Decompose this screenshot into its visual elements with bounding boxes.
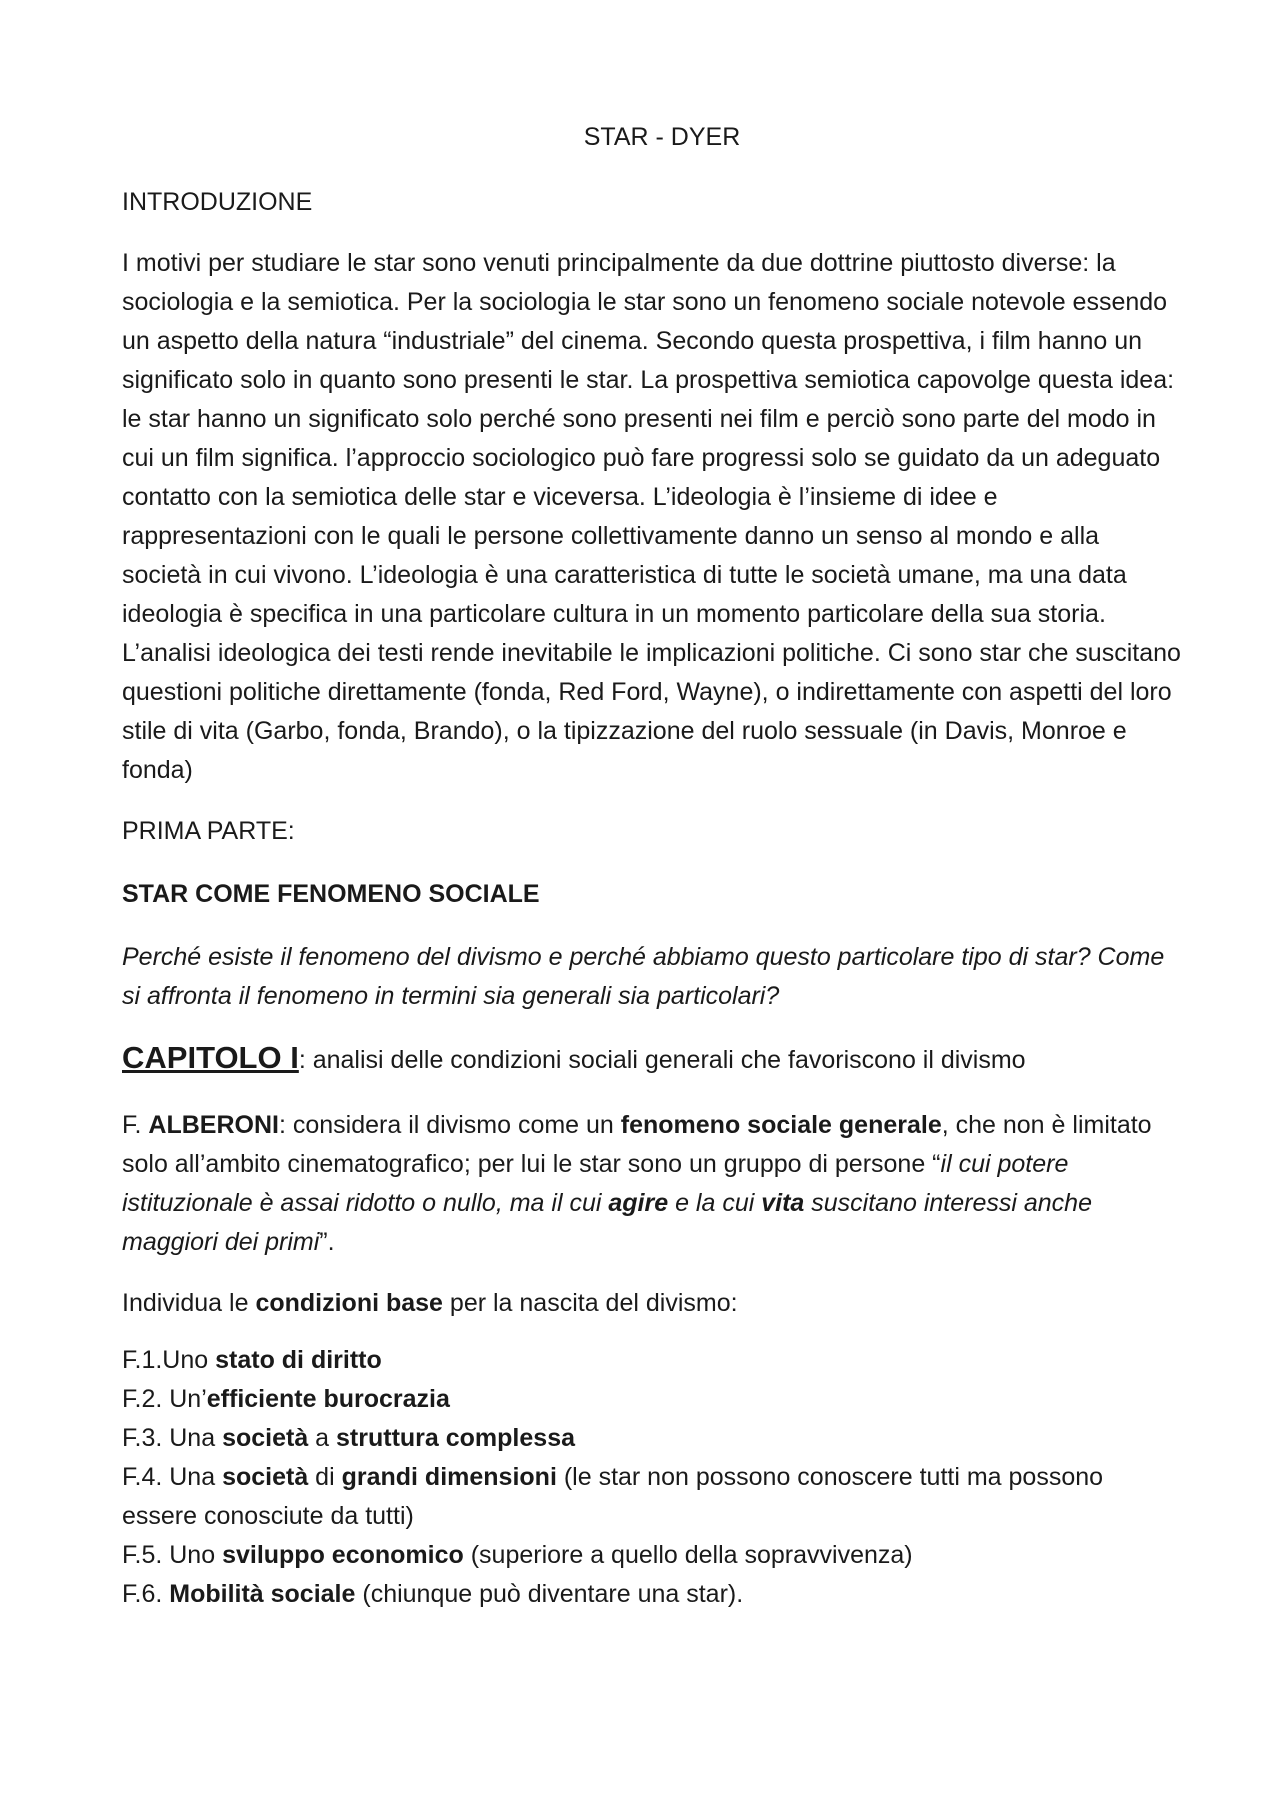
conditions-intro-bold: condizioni base xyxy=(255,1289,443,1317)
condition-suffix: (le star non possono conoscere tutti ma possono essere conosciute da tutti) xyxy=(122,1463,1104,1530)
alberoni-quote-bold-1: agire xyxy=(608,1189,669,1217)
condition-bold-2: grandi dimensioni xyxy=(341,1463,557,1491)
condition-bold: sviluppo economico xyxy=(222,1541,464,1569)
chapter-heading xyxy=(122,1038,1182,1080)
alberoni-quote-1: il cui potere istituzionale è assai ridotto o nullo, ma il cui xyxy=(122,1150,1069,1217)
conditions-intro-text-1: Individua le xyxy=(122,1289,256,1317)
condition-mid: a xyxy=(308,1424,337,1452)
alberoni-quote-bold-2: vita xyxy=(761,1189,805,1217)
condition-prefix: F.1.Uno xyxy=(122,1346,216,1374)
part-heading: PRIMA PARTE: xyxy=(122,817,295,845)
alberoni-text-1: : considera il divismo come un xyxy=(278,1111,621,1139)
list-item xyxy=(122,1380,1182,1419)
list-item xyxy=(122,1536,1182,1575)
list-item xyxy=(122,1458,1182,1536)
chapter-description: : analisi delle condizioni sociali generali che favoriscono il divismo xyxy=(298,1046,1026,1074)
section-heading: STAR COME FENOMENO SOCIALE xyxy=(122,880,540,908)
condition-bold-2: struttura complessa xyxy=(336,1424,575,1452)
condition-prefix: F.5. Uno xyxy=(122,1541,223,1569)
alberoni-quote-2: e la cui xyxy=(668,1189,762,1217)
alberoni-paragraph xyxy=(122,1106,1182,1262)
alberoni-prefix: F. xyxy=(122,1111,149,1139)
conditions-intro xyxy=(122,1284,1182,1323)
condition-prefix: F.2. Un’ xyxy=(122,1385,207,1413)
research-question: Perché esiste il fenomeno del divismo e perché abbiamo questo particolare tipo di star? Come si affronta il fenomeno in termini sia generali sia particolari? xyxy=(122,943,1165,1010)
condition-suffix: (superiore a quello della sopravvivenza) xyxy=(463,1541,913,1569)
list-item xyxy=(122,1341,1182,1380)
condition-prefix: F.6. xyxy=(122,1580,170,1608)
alberoni-text-3: ”. xyxy=(319,1228,335,1256)
alberoni-quote-3: suscitano interessi anche maggiori dei primi xyxy=(122,1189,1092,1256)
document-title: STAR - DYER xyxy=(583,123,741,151)
intro-paragraph: I motivi per studiare le star sono venuti principalmente da due dottrine piuttosto diverse: la sociologia e la semiotica. Per la sociologia le star sono un fenomeno sociale notevole essendo un aspetto della natura “industriale” del cinema. Secondo questa prospettiva, i film hanno un significato solo in quanto sono presenti le star. La prospettiva semiotica capovolge questa idea: le star hanno un significato solo perché sono presenti nei film e perciò sono parte del modo in cui un film significa. l’approccio sociologico può fare progressi solo se guidato da un adeguato contatto con la semiotica delle star e viceversa. L’ideologia è l’insieme di idee e rappresentazioni con le quali le persone collettivamente danno un senso al mondo e alla società in cui vivono. L’ideologia è una caratteristica di tutte le società umane, ma una data ideologia è specifica in una particolare cultura in un momento particolare della sua storia. L’analisi ideologica dei testi rende inevitabile le implicazioni politiche. Ci sono star che suscitano questioni politiche direttamente (fonda, Red Ford, Wayne), o indirettamente con aspetti del loro stile di vita (Garbo, fonda, Brando), o la tipizzazione del ruolo sessuale (in Davis, Monroe e fonda) xyxy=(122,249,1181,784)
condition-mid: di xyxy=(308,1463,342,1491)
conditions-list xyxy=(122,1341,1182,1614)
list-item xyxy=(122,1575,1182,1614)
condition-bold: efficiente burocrazia xyxy=(206,1385,450,1413)
conditions-intro-text-2: per la nascita del divismo: xyxy=(442,1289,738,1317)
condition-prefix: F.3. Una xyxy=(122,1424,223,1452)
condition-bold: stato di diritto xyxy=(215,1346,382,1374)
intro-heading: INTRODUZIONE xyxy=(122,188,313,216)
chapter-label: CAPITOLO I xyxy=(122,1040,299,1075)
condition-bold: società xyxy=(222,1463,309,1491)
alberoni-bold-1: fenomeno sociale generale xyxy=(620,1111,942,1139)
condition-bold: società xyxy=(222,1424,309,1452)
condition-suffix: (chiunque può diventare una star). xyxy=(355,1580,744,1608)
condition-prefix: F.4. Una xyxy=(122,1463,223,1491)
list-item xyxy=(122,1419,1182,1458)
condition-bold: Mobilità sociale xyxy=(169,1580,356,1608)
alberoni-name: ALBERONI xyxy=(148,1111,279,1139)
document-page xyxy=(122,118,1182,1614)
alberoni-text-2: , che non è limitato solo all’ambito cinematografico; per lui le star sono un gruppo di persone “ xyxy=(122,1111,1152,1178)
